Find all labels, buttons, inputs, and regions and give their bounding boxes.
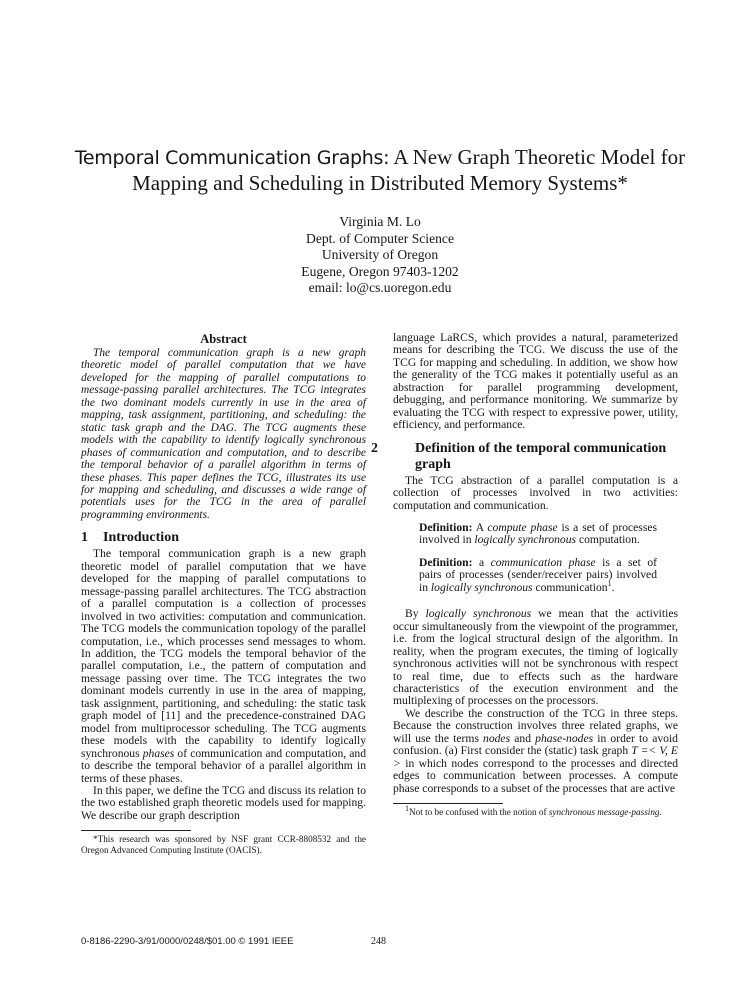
footnote-rule [81,830,191,831]
footnote-funding: *This research was sponsored by NSF grant CCR-8808532 and the Oregon Advanced Computing Institute (OACIS). [81,834,366,856]
section-1-heading: 1 Introduction [81,530,179,546]
logically-synchronous-paragraph: By logically synchronous we mean that the activities occur simultaneously from the viewpoint of the programmer, i.e. from the logical structural design of the algorithm. In reality, when the program executes, the timing of logically synchronous activities will not be synchronous with respect to real time, due to effects such as the hardware characteristics of the execution environment and the multiplexing of processes on the processors. [393,607,678,708]
definition-communication-phase: Definition: a communication phase is a set of pairs of processes (sender/receiver pairs) involved in logically synchronous communication$^1$. [419,555,657,594]
construction-paragraph: We describe the construction of the TCG in three steps. Because the construction involves three related graphs, we will use the terms nodes and phase-nodes in order to avoid confusion. (a) First consider the (static) task graph T =< V, E > in which nodes correspond to the processes and directed edges to communication between processes. A compute phase corresponds to a subset of the processes that are active [393,706,678,795]
abstract-heading: Abstract [200,332,247,346]
title-serif-part: A New Graph Theoretic Model for [389,145,686,169]
paper-title-line-2: Mapping and Scheduling in Distributed Memory Systems* [132,171,628,195]
paper-title-line-1 [60,144,700,171]
left-column [81,332,366,856]
author-address: Eugene, Oregon 97403-1202 [301,263,459,279]
right-column [371,331,678,818]
definition-compute-phase: Definition: A compute phase is a set of processes involved in logically synchronous computation. [419,520,657,547]
footnote-rule-right [393,803,503,804]
copyright-line: 0-8186-2290-3/91/0000/0248/$01.00 © 1991 IEEE [81,936,294,947]
title-sans-part: Temporal Communication Graphs: [74,147,390,169]
section-2-heading: 2 Definition of the temporal communication graph [371,440,667,472]
intro-paragraph-1: The temporal communication graph is a new graph theoretic model of parallel computation that we have developed for the mapping of parallel computations to message-passing parallel architectures. The TCG abstraction of a parallel computation is a collection of processes involved in two activities: computation and communication. The TCG models the communication topology of the parallel computation, i.e., which processes send messages to whom. In addition, the TCG models the temporal behavior of the parallel computation, i.e., the pattern of computation and message passing over time. The TCG integrates the two dominant models currently in use in the area of mapping, task assignment, partitioning, and scheduling: the static task graph model of [11] and the precedence-constrained DAG model from multiprocessor scheduling. The TCG augments these models with the capability to identify logically synchronous phases of communication and computation, and to describe the temporal behavior of a parallel algorithm in terms of these phases. [81,547,366,785]
footnote-1: $^1$Not to be confused with the notion of synchronous message-passing. [405,803,662,818]
intro-paragraph-2-cont: language LaRCS, which provides a natural, parameterized means for describing the TCG. We discuss the use of the TCG for mapping and scheduling. In addition, we show how the generality of the TCG makes it potentially useful as an abstraction for parallel programming development, debugging, and performance monitoring. We summarize by evaluating the TCG with respect to expressive power, utility, efficiency, and performance. [393,331,678,432]
intro-paragraph-2-start: In this paper, we define the TCG and discuss its relation to the two established graph theoretic models used for mapping. We describe our graph description [81,783,366,822]
abstract-text: The temporal communication graph is a new graph theoretic model of parallel computation that we have developed for the mapping of parallel computations to message-passing parallel architectures. The TCG integrates the two dominant models currently in use in the area of mapping, task assignment, partitioning, and scheduling: the static task graph and the DAG. The TCG augments these models with the capability to identify logically synchronous phases of communication and computation, and to describe the temporal behavior of a parallel algorithm in terms of these phases. This paper defines the TCG, illustrates its use for mapping and scheduling, and discusses a wide range of potentials uses for the TCG in the area of parallel programming environments. [81,347,366,521]
author-email: email: lo@cs.uoregon.edu [308,280,452,296]
author-name: Virginia M. Lo [339,214,421,229]
page-number: 248 [371,936,386,947]
author-university: University of Oregon [321,247,439,263]
author-block [200,214,560,297]
definition-intro-paragraph: The TCG abstraction of a parallel computation is a collection of processes involved in two activities: computation and communication. [393,473,678,512]
author-dept: Dept. of Computer Science [306,230,454,246]
